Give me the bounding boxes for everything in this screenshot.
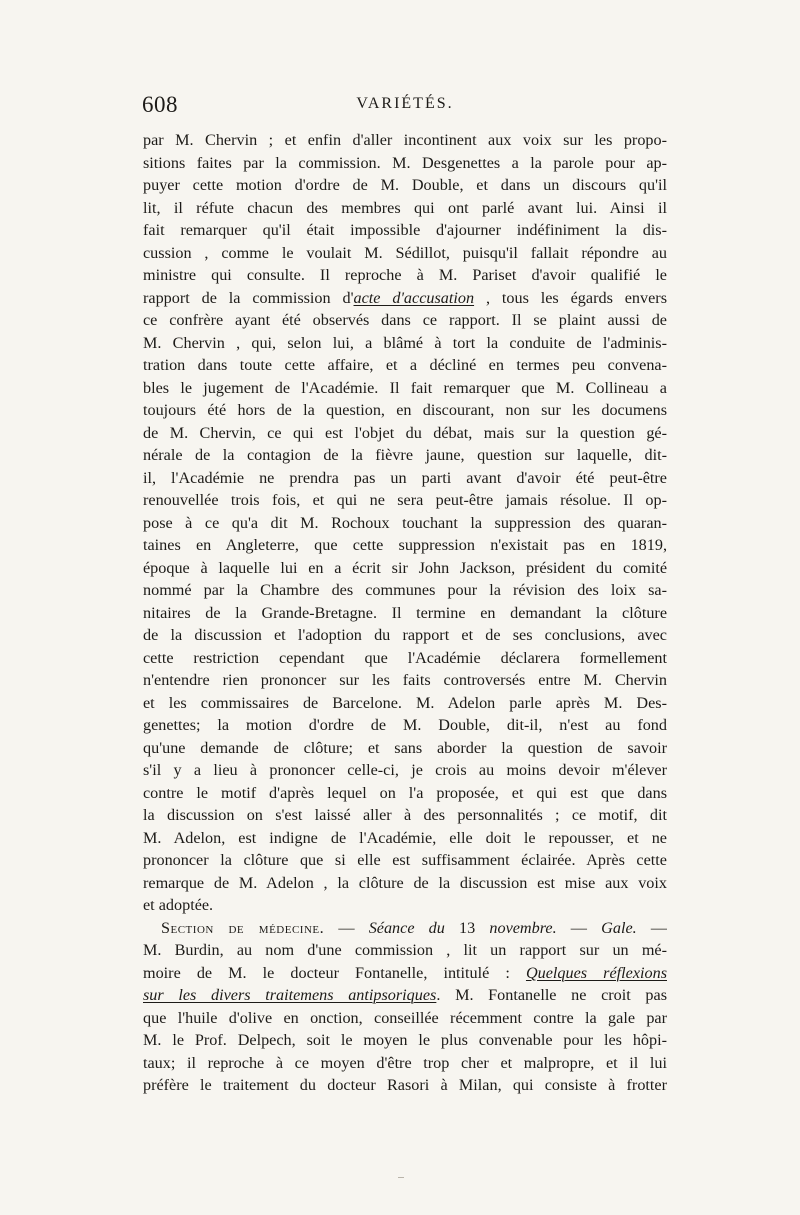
seance-day: 13 (444, 918, 490, 937)
text-line: nitaires de la Grande-Bretagne. Il termine en demandant la clôture (143, 603, 667, 622)
text-fragment: — (324, 918, 369, 937)
text-fragment: , tous les égards envers (474, 288, 667, 307)
text-line: la discussion on s'est laissé aller à des personnalités ; ce motif, dit (143, 806, 667, 824)
text-line: M. Adelon, est indigne de l'Académie, elle doit le repousser, et ne (143, 828, 667, 847)
italic-title: sur les divers traitemens antipsoriques (143, 986, 437, 1004)
text-line: nommé par la Chambre des communes pour la révision des loix sa- (143, 581, 667, 599)
text-line: M. Burdin, au nom d'une commission , lit un rapport sur un mé- (143, 941, 667, 959)
text-line: que l'huile d'olive en onction, conseillée récemment contre la gale par (143, 1008, 667, 1027)
section-label: Section de médecine. (161, 918, 325, 937)
text-fragment: . M. Fontanelle ne croit pas (436, 986, 667, 1004)
text-line: préfère le traitement du docteur Rasori à Milan, qui consiste à frotter (143, 1076, 667, 1094)
text-line: taux; il reproche à ce moyen d'être trop cher et malpropre, et il lui (143, 1053, 667, 1072)
text-line: renouvellée trois fois, et qui ne sera peut-être jamais résolue. Il op- (143, 491, 667, 509)
text-line: bles le jugement de l'Académie. Il fait remarquer que M. Collineau a (143, 378, 667, 397)
text-line (143, 984, 667, 1007)
running-head: VARIÉTÉS. (356, 95, 454, 112)
seance-month: novembre. (489, 918, 557, 937)
text-line: fait remarquer qu'il était impossible d'ajourner indéfiniment la dis- (143, 221, 667, 239)
text-line: cette restriction cependant que l'Académie déclarera formellement (143, 648, 667, 667)
text-line: lit, il réfute chacun des membres qui ont parlé avant lui. Ainsi il (143, 198, 667, 217)
text-line (143, 962, 667, 985)
text-line: qu'une demande de clôture; et sans aborder la question de savoir (143, 738, 667, 757)
italic-title: Quelques réflexions (525, 963, 667, 982)
page-header (142, 92, 668, 122)
text-line: remarque de M. Adelon , la clôture de la discussion est mise aux voix (143, 873, 667, 892)
topic-label: Gale. (601, 918, 637, 937)
text-line: taines en Angleterre, que cette suppression n'existait pas en 1819, (143, 536, 667, 554)
text-line: et adoptée. (143, 896, 214, 914)
page-mark (398, 1177, 404, 1178)
text-fragment: moire de M. le docteur Fontanelle, intitulé : (143, 963, 526, 982)
text-line: cussion , comme le voulait M. Sédillot, puisqu'il fallait répondre au (143, 243, 667, 262)
text-line: puyer cette motion d'ordre de M. Double, et dans un discours qu'il (143, 176, 667, 194)
text-fragment: — (556, 918, 602, 937)
text-line: il, l'Académie ne prendra pas un parti avant d'avoir été peut-être (143, 468, 667, 487)
text-line: prononcer la clôture que si elle est suffisamment éclairée. Après cette (143, 851, 667, 869)
text-line: époque à laquelle lui en a écrit sir John Jackson, président du comité (143, 558, 667, 577)
text-line: contre le motif d'après lequel on l'a proposée, et qui est que dans (143, 783, 667, 802)
seance-label: Séance du (368, 918, 445, 937)
text-line: pose à ce qu'a dit M. Rochoux touchant la suppression des quaran- (143, 513, 667, 532)
text-line: tration dans toute cette affaire, et a décliné en termes peu convena- (143, 356, 667, 374)
text-fragment: rapport de la commission d' (143, 288, 354, 307)
text-line: genettes; la motion d'ordre de M. Double, dit-il, n'est au fond (143, 716, 667, 734)
text-line: s'il y a lieu à prononcer celle-ci, je crois au moins devoir m'élever (143, 761, 667, 779)
text-line: toujours été hors de la question, en discourant, non sur les documens (143, 401, 667, 419)
text-line: sitions faites par la commission. M. Desgenettes a la parole pour ap- (143, 153, 667, 172)
text-line: de la discussion et l'adoption du rapport et de ses conclusions, avec (143, 626, 667, 644)
text-line: par M. Chervin ; et enfin d'aller incontinent aux voix sur les propo- (143, 131, 667, 149)
text-line: ministre qui consulte. Il reproche à M. Pariset d'avoir qualifié le (143, 266, 667, 284)
body-text (143, 129, 667, 1097)
page-number: 608 (142, 92, 178, 117)
italic-phrase: acte d'accusation (353, 288, 475, 307)
section-heading (143, 917, 667, 940)
text-line: M. Chervin , qui, selon lui, a blâmé à tort la conduite de l'adminis- (143, 333, 667, 352)
text-line: n'entendre rien prononcer sur les faits controversés entre M. Chervin (143, 671, 667, 689)
text-line: de M. Chervin, ce qui est l'objet du débat, mais sur la question gé- (143, 423, 667, 442)
text-line: ce confrère ayant été observés dans ce rapport. Il se plaint aussi de (143, 311, 667, 329)
text-fragment: — (636, 918, 667, 937)
text-line (143, 287, 667, 310)
text-line: et les commissaires de Barcelone. M. Adelon parle après M. Des- (143, 693, 667, 712)
text-line: nérale de la contagion de la fièvre jaune, question sur laquelle, dit- (143, 446, 667, 464)
text-line: M. le Prof. Delpech, soit le moyen le plus convenable pour les hôpi- (143, 1031, 667, 1049)
